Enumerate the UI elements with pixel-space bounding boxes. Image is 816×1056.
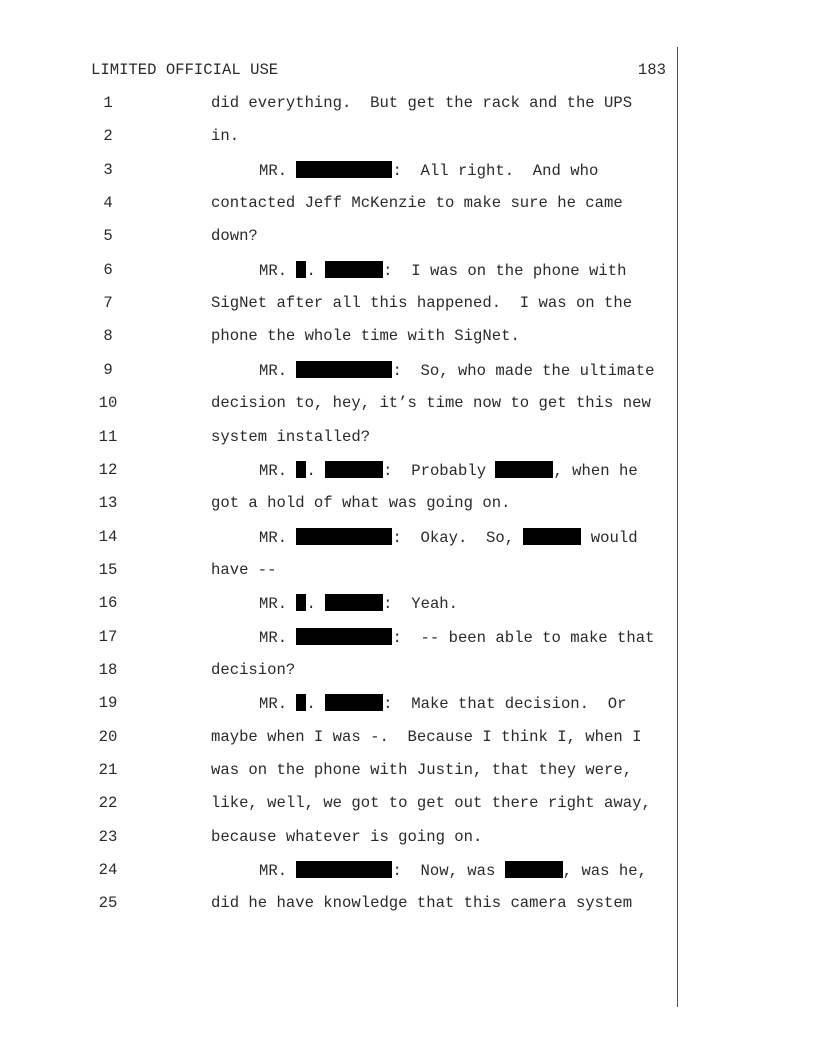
line-text-segment: did he have knowledge that this camera system <box>211 894 633 913</box>
line-number: 22 <box>98 794 118 813</box>
transcript-line <box>211 327 520 345</box>
line-number: 24 <box>98 861 118 880</box>
line-text-segment: got a hold of what was going on. <box>211 494 511 513</box>
redaction-box <box>296 361 392 378</box>
transcript-line <box>259 361 654 380</box>
line-number: 9 <box>103 360 113 379</box>
line-text-segment: : Make that decision. Or <box>383 695 627 714</box>
line-number: 21 <box>98 761 118 779</box>
line-text-segment: . <box>306 461 326 480</box>
redaction-box <box>325 261 383 278</box>
line-text-segment: , was he, <box>562 862 647 881</box>
line-text-segment: MR. <box>259 862 297 881</box>
redaction-box <box>296 694 306 711</box>
line-text-segment: . <box>306 261 326 280</box>
transcript-line <box>211 828 482 846</box>
line-text-segment: SigNet after all this happened. I was on the <box>211 294 633 313</box>
line-text-segment: MR. <box>259 361 297 380</box>
line-number: 18 <box>98 660 118 679</box>
redaction-box <box>296 261 306 278</box>
transcript-line <box>211 561 277 579</box>
transcript-line <box>259 694 626 713</box>
line-number: 2 <box>103 127 113 146</box>
transcript-line <box>259 628 654 647</box>
line-text-segment: MR. <box>259 528 297 547</box>
redaction-box <box>296 528 392 545</box>
line-number: 19 <box>98 694 118 713</box>
redaction-box <box>296 161 392 178</box>
line-number: 11 <box>98 427 118 446</box>
right-margin-rule <box>677 47 678 1007</box>
line-text-segment: : Now, was <box>392 862 505 881</box>
line-text-segment: like, well, we got to get out there right away, <box>211 794 651 813</box>
line-number: 4 <box>103 194 113 213</box>
line-text-segment: have -- <box>211 560 277 579</box>
line-text-segment: down? <box>211 227 258 246</box>
page-number: 183 <box>637 61 666 79</box>
line-text-segment: because whatever is going on. <box>211 827 483 846</box>
transcript-line <box>211 661 295 679</box>
line-number: 1 <box>103 94 113 112</box>
line-text-segment: MR. <box>259 161 297 180</box>
line-text-segment: system installed? <box>211 427 371 446</box>
line-number: 25 <box>98 894 118 913</box>
classification-header: LIMITED OFFICIAL USE <box>91 61 279 79</box>
line-text-segment: decision? <box>211 660 296 679</box>
transcript-line <box>259 594 458 613</box>
transcript-line <box>211 794 651 812</box>
redaction-box <box>325 694 383 711</box>
line-text-segment: contacted Jeff McKenzie to make sure he came <box>211 194 623 213</box>
line-text-segment: : Probably <box>383 461 496 480</box>
line-text-segment: : So, who made the ultimate <box>392 361 655 380</box>
transcript-line <box>211 428 370 446</box>
line-number: 15 <box>98 560 118 579</box>
line-number: 6 <box>103 260 113 279</box>
transcript-line <box>259 161 598 180</box>
transcript-line <box>211 494 510 512</box>
line-text-segment: in. <box>211 127 240 146</box>
redaction-box <box>296 861 392 878</box>
line-text-segment: , when he <box>553 461 638 480</box>
redaction-box <box>495 461 553 478</box>
line-text-segment: : All right. And who <box>392 161 599 180</box>
transcript-line <box>211 728 641 746</box>
line-text-segment: : Yeah. <box>383 595 459 614</box>
line-text-segment: : -- been able to make that <box>392 628 655 647</box>
line-number: 7 <box>103 294 113 313</box>
redaction-box <box>296 594 306 611</box>
line-text-segment: would <box>581 528 638 547</box>
line-text-segment: MR. <box>259 595 297 614</box>
redaction-box <box>325 461 383 478</box>
line-text-segment: did everything. But get the rack and the UPS <box>211 94 633 112</box>
line-number: 16 <box>98 594 118 613</box>
line-text-segment: MR. <box>259 695 297 714</box>
line-number: 14 <box>98 527 118 546</box>
line-text-segment: . <box>306 595 326 614</box>
line-number: 10 <box>98 394 118 413</box>
transcript-line <box>259 528 638 547</box>
transcript-line <box>211 227 258 245</box>
transcript-line <box>259 861 647 880</box>
transcript-line <box>259 261 626 280</box>
transcript-line <box>211 894 632 912</box>
transcript-line <box>211 761 632 779</box>
line-text-segment: . <box>306 695 326 714</box>
line-number: 8 <box>103 327 113 346</box>
transcript-line <box>211 94 632 112</box>
transcript-line <box>211 194 623 212</box>
line-text-segment: MR. <box>259 261 297 280</box>
line-number: 20 <box>98 727 118 746</box>
redaction-box <box>296 628 392 645</box>
line-number: 17 <box>98 627 118 646</box>
redaction-box <box>505 861 563 878</box>
line-number: 23 <box>98 827 118 846</box>
line-number: 3 <box>103 160 113 179</box>
redaction-box <box>325 594 383 611</box>
transcript-line <box>211 127 239 145</box>
line-text-segment: maybe when I was -. Because I think I, when I <box>211 727 642 746</box>
line-text-segment: MR. <box>259 461 297 480</box>
line-number: 5 <box>103 227 113 246</box>
redaction-box <box>296 461 306 478</box>
transcript-line <box>211 394 651 412</box>
transcript-line <box>259 461 638 480</box>
line-text-segment: decision to, hey, it’s time now to get this new <box>211 394 651 413</box>
line-text-segment: MR. <box>259 628 297 647</box>
line-number: 13 <box>98 494 118 513</box>
redaction-box <box>523 528 581 545</box>
line-number: 12 <box>98 460 118 479</box>
line-text-segment: was on the phone with Justin, that they were, <box>211 761 633 779</box>
line-text-segment: phone the whole time with SigNet. <box>211 327 520 346</box>
line-text-segment: : I was on the phone with <box>383 261 627 280</box>
transcript-line <box>211 294 632 312</box>
line-text-segment: : Okay. So, <box>392 528 524 547</box>
